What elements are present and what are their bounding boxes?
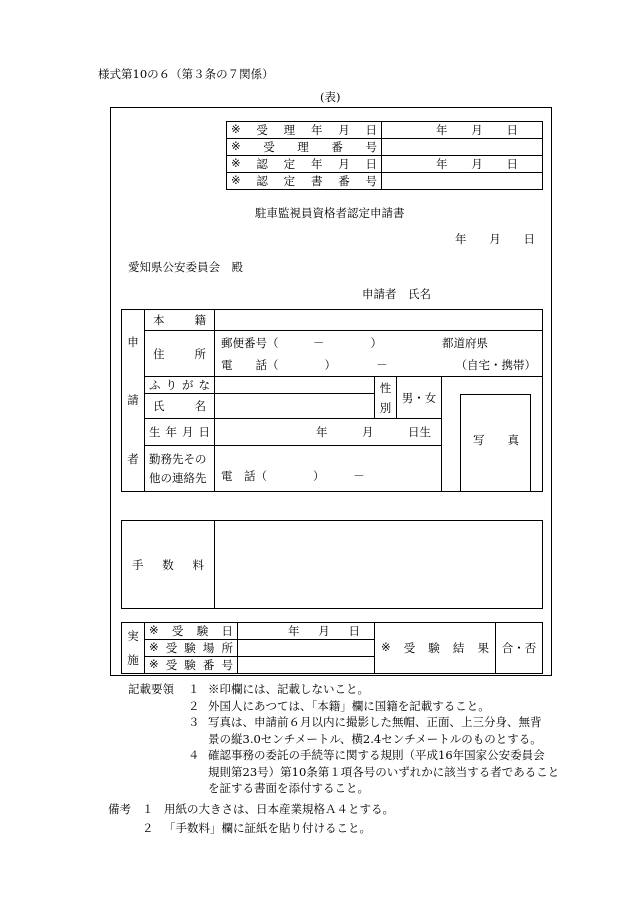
exam-place-label: ※ 受 験 場 所: [149, 640, 233, 655]
form-title: 駐車監視員資格者認定申請書: [255, 206, 405, 220]
exam-side-label: 実 施: [122, 623, 145, 674]
certificate-number-field[interactable]: [382, 173, 543, 190]
honseki-label: 本 籍: [153, 313, 206, 327]
birth-date-field[interactable]: 年 月 日生: [215, 419, 442, 446]
office-number-field[interactable]: [382, 139, 543, 156]
work-phone-field[interactable]: 電 話（ ） －: [215, 446, 442, 492]
fee-table: [121, 520, 543, 609]
office-label-3: ※ 認 定 書 番 号: [231, 173, 377, 188]
honseki-field[interactable]: [215, 310, 543, 331]
furigana-label: ふ り が な: [149, 378, 210, 392]
sex-value[interactable]: 男・女: [397, 377, 442, 419]
office-date-0: 年 月 日: [436, 123, 518, 137]
exam-table: [121, 622, 543, 674]
office-label-1: ※ 受 理 番 号: [231, 139, 377, 154]
office-label-2: ※ 認 定 年 月 日: [231, 156, 377, 171]
work-contact-label: 勤務先その 他の連絡先: [145, 446, 215, 492]
exam-place-field[interactable]: [238, 640, 375, 657]
furigana-field[interactable]: [215, 377, 375, 394]
phone-line: 電 話（ ） －: [221, 357, 388, 372]
applicant-signature: 申請者 氏名: [362, 287, 431, 301]
exam-result-label: ※ 受 験 結 果: [381, 640, 489, 655]
exam-number-field[interactable]: [238, 657, 375, 674]
address-field[interactable]: [215, 331, 543, 377]
exam-result-value[interactable]: 合・否: [496, 623, 543, 674]
prefecture-label: 都道府県: [442, 335, 488, 350]
applicant-side-label: 申 請 者: [122, 310, 145, 492]
birth-label: 生 年 月 日: [149, 425, 210, 439]
exam-date-field[interactable]: 年 月 日: [288, 624, 360, 638]
jusho-label: 住 所: [153, 346, 206, 361]
office-label-0: ※ 受 理 年 月 日: [231, 122, 377, 137]
fee-stamp-field[interactable]: [215, 521, 543, 609]
exam-number-label: ※ 受 験 番 号: [149, 657, 233, 672]
sex-label: 性 別: [375, 377, 397, 419]
shimei-label: 氏 名: [153, 399, 206, 413]
fee-label: 手 数 料: [132, 557, 204, 572]
application-date: 年 月 日: [455, 232, 535, 246]
postal-code: 郵便番号（ － ）: [221, 335, 382, 350]
exam-date-label: ※ 受 験 日: [149, 623, 233, 638]
office-use-table: [226, 121, 543, 190]
remarks: 備考 １ 用紙の大きさは、日本産業規格Ａ４とする。 ２ 「手数料」欄に証紙を貼り付けること。: [108, 802, 394, 835]
photo-label: 写 真: [473, 433, 519, 447]
side-label: (表): [320, 90, 341, 104]
name-field[interactable]: [215, 394, 375, 419]
office-date-2: 年 月 日: [436, 157, 518, 171]
phone-type: （自宅・携帯）: [455, 357, 536, 372]
addressee: 愛知県公安委員会 殿: [128, 260, 243, 274]
filling-notes: 記載要領 １ ※印欄には、記載しないこと。 ２ 外国人にあつては、「本籍」欄に国籍を記載すること。 ３ 写真は、申請前６月以内に撮影した無帽、正面、上三分身、無背 景の縦3.0センチメートル、横2.4センチメートルのものとする。 ４ 確認事務の委託の手続等に関する規則（平成16年国家公安委員会 規則第23号）第10条第１項各号のいずれかに該当する者であること を証する書面を添付すること。: [128, 682, 560, 795]
form-number: 様式第10の６（第３条の７関係）: [98, 67, 274, 81]
